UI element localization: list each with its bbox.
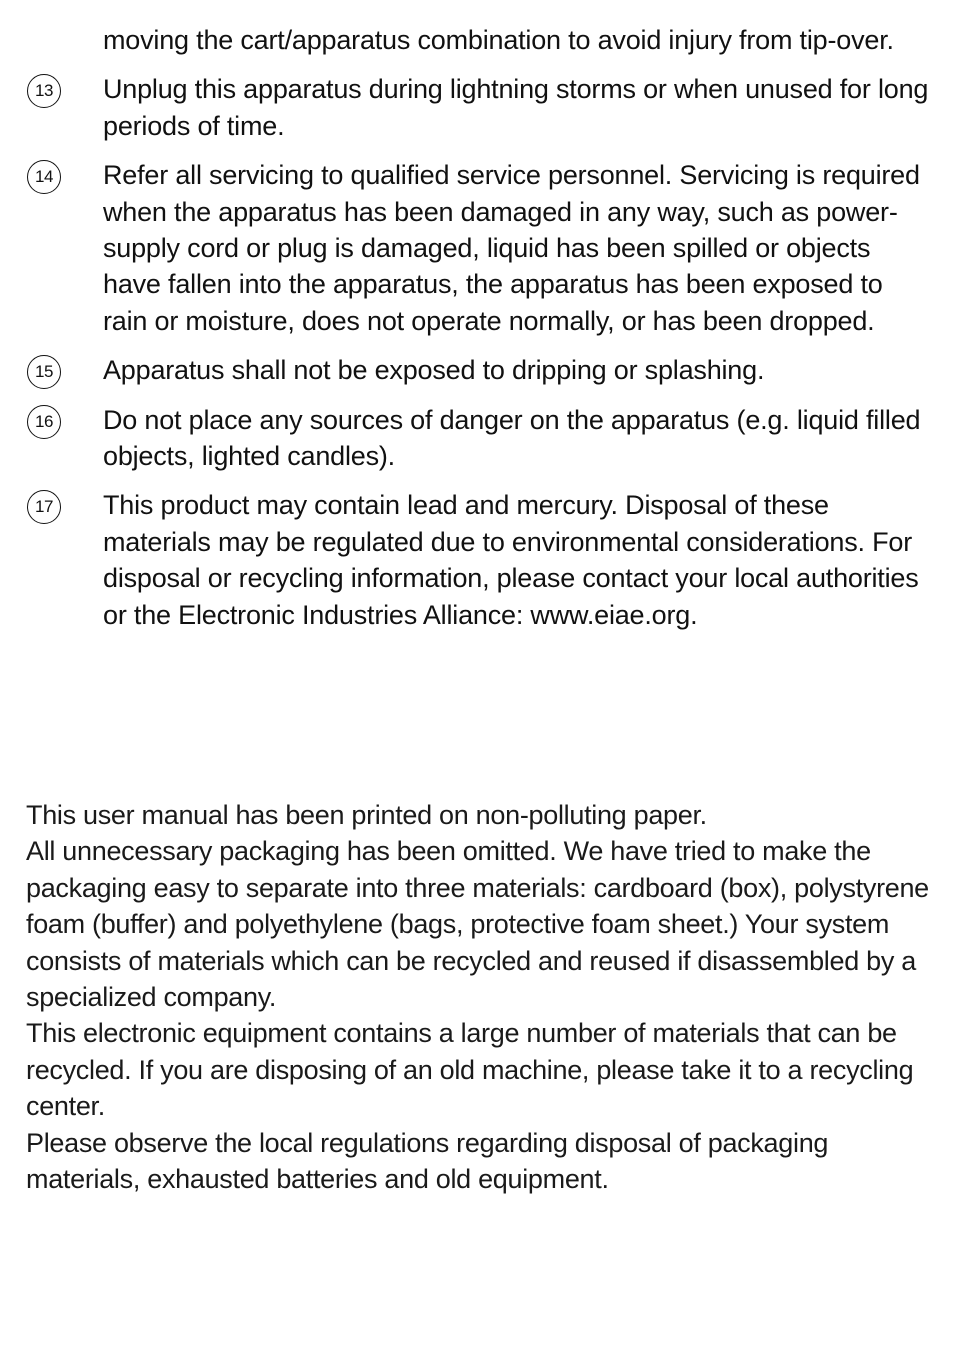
instruction-item-14 bbox=[0, 157, 954, 339]
regulations-note: Please observe the local regulations regarding disposal of packaging materials, exhausted batteries and old equipment. bbox=[26, 1127, 829, 1195]
instruction-item-continuation bbox=[0, 22, 954, 58]
circled-number-16: 16 bbox=[27, 405, 61, 439]
instruction-item-13 bbox=[0, 71, 954, 144]
instruction-text: moving the cart/apparatus combination to avoid injury from tip-over. bbox=[103, 25, 894, 55]
packaging-note: All unnecessary packaging has been omitted. We have tried to make the packaging easy to separate into three materials: cardboard (box), polystyrene foam (buffer) and polyethylene (bags, protective foam sheet.) Your system consists of materials which can be recycled and reused if disassembled by a specialized company. bbox=[26, 836, 929, 1013]
instruction-item-15 bbox=[0, 352, 954, 388]
circled-number-13: 13 bbox=[27, 74, 61, 108]
environmental-information bbox=[26, 797, 936, 1197]
instruction-item-16 bbox=[0, 402, 954, 475]
instruction-text: Refer all servicing to qualified service personnel. Servicing is required when the apparatus has been damaged in any way, such as power-supply cord or plug is damaged, liquid has been spilled or objects have fallen into the apparatus, the apparatus has been exposed to rain or moisture, does not operate normally, or has been dropped. bbox=[103, 160, 920, 336]
circled-number-14: 14 bbox=[27, 160, 61, 194]
instruction-text: Unplug this apparatus during lightning storms or when unused for long periods of time. bbox=[103, 74, 929, 141]
recycling-note: This electronic equipment contains a large number of materials that can be recycled. If you are disposing of an old machine, please take it to a recycling center. bbox=[26, 1018, 914, 1122]
instruction-text: This product may contain lead and mercury. Disposal of these materials may be regulated due to environmental considerations. For disposal or recycling information, please contact your local authorities or the Electronic Industries Alliance: www.eiae.org. bbox=[103, 490, 919, 630]
safety-instructions-list bbox=[0, 22, 954, 646]
instruction-item-17 bbox=[0, 487, 954, 633]
instruction-text: Apparatus shall not be exposed to dripping or splashing. bbox=[103, 355, 765, 386]
circled-number-15: 15 bbox=[27, 355, 61, 389]
instruction-text: Do not place any sources of danger on the apparatus (e.g. liquid filled objects, lighted candles). bbox=[103, 404, 921, 472]
circled-number-17: 17 bbox=[27, 490, 61, 524]
paper-note: This user manual has been printed on non-polluting paper. bbox=[26, 800, 707, 830]
